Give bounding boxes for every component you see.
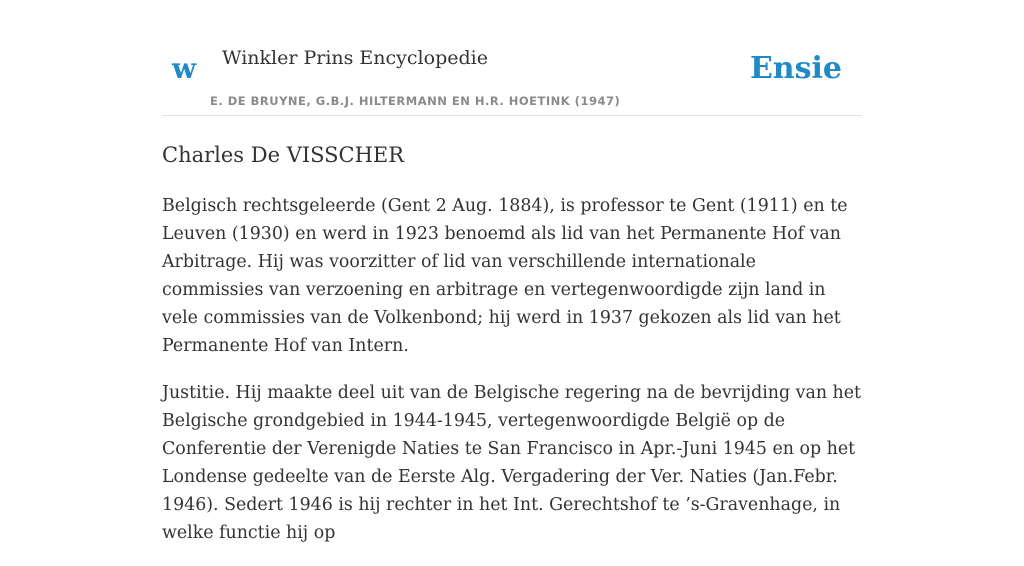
page — [162, 0, 862, 543]
article-body — [162, 192, 862, 566]
source-credit: E. DE BRUYNE, G.B.J. HILTERMANN EN H.R. HOETINK (1947) — [210, 94, 621, 108]
article-paragraph: Justitie. Hij maakte deel uit van de Belgische regering na de bevrijding van het Belgische grondgebied in 1944-1945, vertegenwoordigde België op de Conferentie der Verenigde Naties te San Francisco in Apr.-Juni 1945 en op het Londense gedeelte van de Eerste Alg. Vergadering der Ver. Naties (Jan.Febr. 1946). Sedert 1946 is hij rechter in het Int. Gerechtshof te ’s-Gravenhage, in welke functie hij op — [162, 383, 862, 543]
ensie-logo[interactable]: Ensie — [749, 51, 842, 86]
article-paragraph: Belgisch rechtsgeleerde (Gent 2 Aug. 1884), is professor te Gent (1911) en te Leuven (1930) en werd in 1923 benoemd als lid van het Permanente Hof van Arbitrage. Hij was voorzitter of lid van verschillende internationale commissies van verzoening en arbitrage en vertegenwoordigde zijn land in vele commissies van de Volkenbond; hij werd in 1937 gekozen als lid van het Permanente Hof van Intern. — [162, 196, 848, 356]
winkler-prins-logo-icon[interactable]: w — [172, 52, 197, 85]
article-title: Charles De VISSCHER — [162, 143, 405, 167]
source-title[interactable]: Winkler Prins Encyclopedie — [222, 47, 488, 69]
site-header — [162, 0, 862, 116]
